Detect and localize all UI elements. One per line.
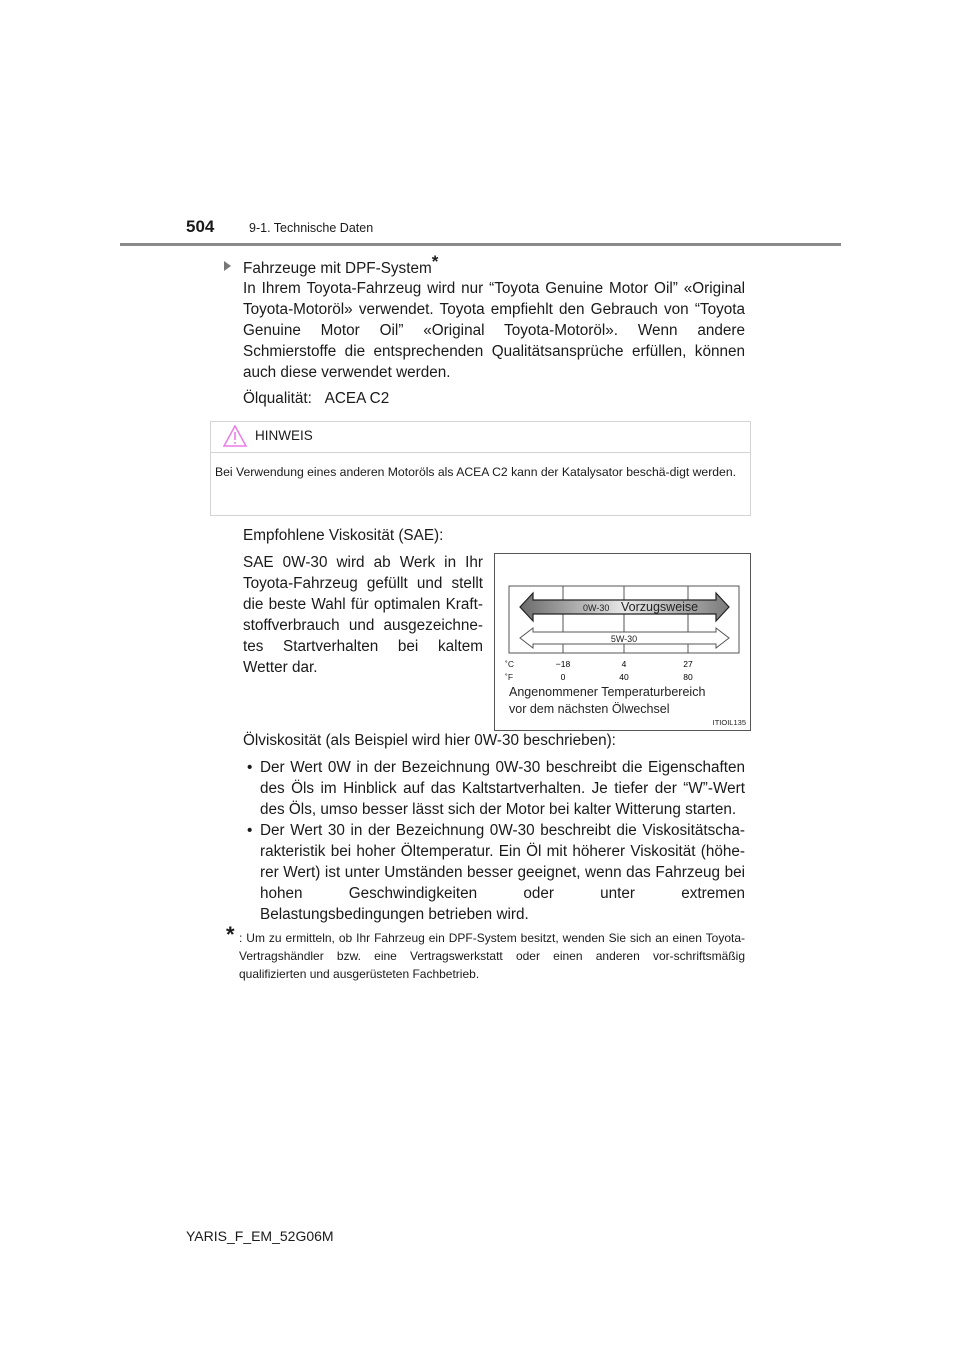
caption-line-2: vor dem nächsten Ölwechsel: [509, 702, 670, 716]
celsius-tick: −18: [555, 659, 571, 669]
intro-paragraph: In Ihrem Toyota-Fahrzeug wird nur “Toyota Genuine Motor Oil” «Original Toyota-Motoröl» verwendet. Toyota empfiehlt den Gebrauch von “Toyota Genuine Motor Oil” «Original Toyota-Motoröl». Wenn andere Schmierstoffe die entsprechenden Qualitätsansprüche erfüllen, können auch diese verwendet werden.: [243, 280, 745, 381]
oil-quality: [243, 390, 389, 408]
fahrenheit-unit: ˚F: [505, 672, 514, 682]
notice-box: [210, 421, 751, 516]
subheading: [243, 252, 438, 278]
viscosity-figure: [494, 553, 751, 731]
notice-header: [211, 422, 750, 453]
page-number: 504: [186, 217, 215, 236]
alt-grade: 5W-30: [610, 634, 638, 644]
viscosity-text: SAE 0W-30 wird ab Werk in Ihr Toyota-Fahrzeug gefüllt und stellt die beste Wahl für optimalen Kraft-stoffverbrauch und ausgezeichne-tes Startverhalten bei kaltem Wetter dar.: [243, 554, 483, 676]
bullet-list: [243, 757, 745, 925]
celsius-unit: ˚C: [505, 659, 514, 669]
fahrenheit-tick: 40: [619, 672, 629, 682]
document-code: YARIS_F_EM_52G06M: [186, 1228, 334, 1244]
footnote-marker: *: [431, 252, 439, 271]
figure-code: ITIOIL135: [712, 718, 746, 727]
list-item: • Der Wert 30 in der Bezeichnung 0W-30 beschreibt die Viskositätscha-rakteristik bei hoher Öltemperatur. Ein Öl mit höherer Viskosität (höhe-rer Wert) ist unter Umständen besser geeignet, wenn das Fahrzeug bei hohen Geschwindigkeiten oder unter extremen Belastungsbedingungen betrieben wird.: [243, 820, 745, 925]
section-title: 9-1. Technische Daten: [249, 221, 374, 235]
preferred-label: Vorzugsweise: [621, 600, 699, 614]
header-rule: [120, 243, 841, 246]
triangle-bullet-icon: [224, 261, 231, 271]
celsius-tick: 4: [621, 659, 627, 669]
caption-line-1: Angenommener Temperaturbereich: [509, 685, 706, 699]
notice-title: HINWEIS: [255, 428, 313, 443]
footnote-star: *: [226, 922, 235, 947]
fahrenheit-tick: 0: [560, 672, 566, 682]
oil-quality-value: ACEA C2: [324, 390, 390, 407]
warning-icon: [223, 425, 247, 447]
oil-quality-label: Ölqualität:: [243, 390, 312, 407]
viscosity-heading: Empfohlene Viskosität (SAE):: [243, 527, 444, 544]
explanation-intro: Ölviskosität (als Beispiel wird hier 0W-30 beschrieben):: [243, 732, 616, 749]
preferred-grade: 0W-30: [583, 603, 610, 613]
subheading-text: Fahrzeuge mit DPF-System: [243, 260, 432, 278]
celsius-tick: 27: [683, 659, 693, 669]
footnote-text: : Um zu ermitteln, ob Ihr Fahrzeug ein DPF-System besitzt, wenden Sie sich an einen Toyota-Vertragshändler bzw. eine Vertragswerkstatt oder einen anderen vor-schriftsmäßig qualifizierten und ausgerüsteten Fachbetrieb.: [239, 931, 745, 981]
list-item: • Der Wert 0W in der Bezeichnung 0W-30 beschreibt die Eigenschaften des Öls im Hinblick auf das Kaltstartverhalten. Je tiefer der “W”-Wert des Öls, umso besser lässt sich der Motor bei kalter Witterung starten.: [243, 757, 745, 820]
fahrenheit-tick: 80: [683, 672, 693, 682]
footnote: [226, 922, 745, 983]
notice-text: Bei Verwendung eines anderen Motoröls als ACEA C2 kann der Katalysator beschä-digt werden.: [215, 465, 736, 479]
